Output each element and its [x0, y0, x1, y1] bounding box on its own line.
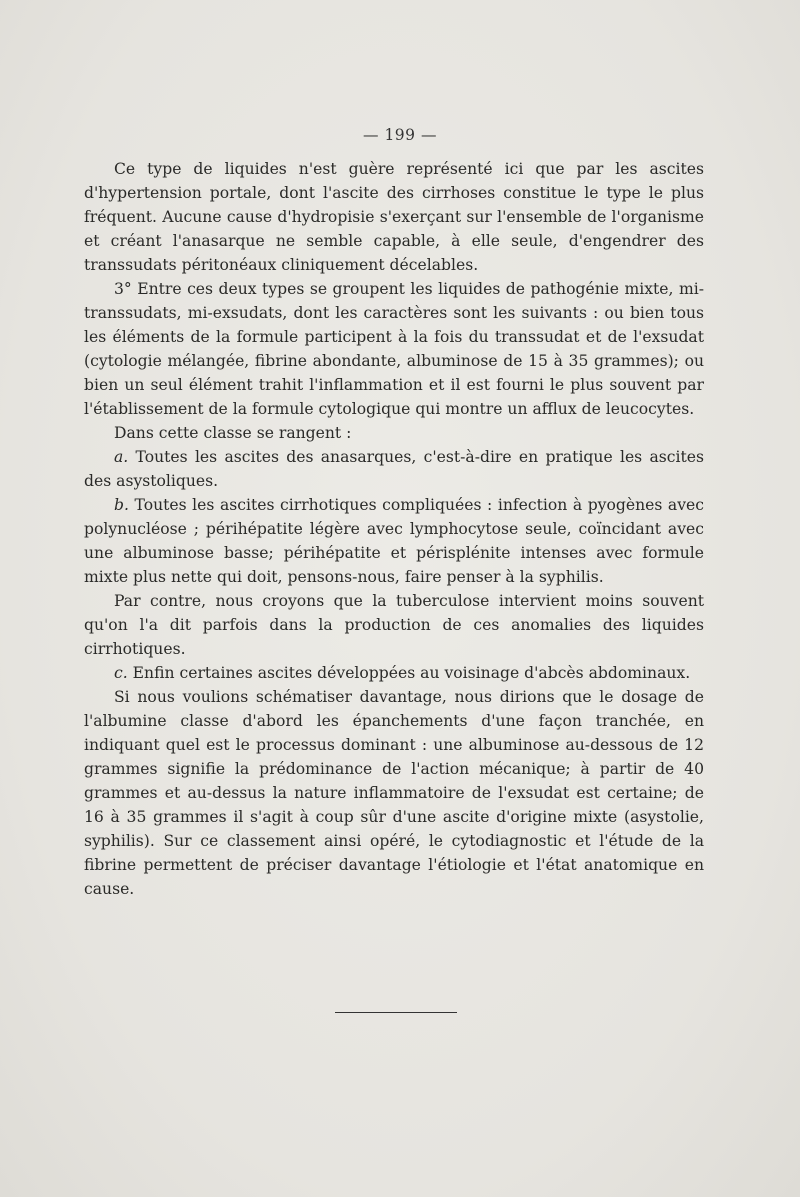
paragraph: [84, 421, 704, 445]
paragraph: [84, 685, 704, 901]
page-number: — 199 —: [363, 126, 437, 144]
paragraph-text: Dans cette classe se rangent :: [114, 424, 352, 442]
paragraph: [84, 277, 704, 421]
paragraph: [84, 589, 704, 661]
paragraph-text: Toutes les ascites des anasarques, c'est-à-dire en pratique les ascites des asystoliques.: [84, 448, 704, 490]
list-item-c: [84, 661, 704, 685]
list-item-b: [84, 493, 704, 589]
list-label: a.: [114, 448, 129, 466]
body-text: [84, 157, 704, 901]
paragraph-text: 3° Entre ces deux types se groupent les liquides de pathogénie mixte, mi-transsudats, mi-exsudats, dont les caractères sont les suivants : ou bien tous les éléments de la formule participent à la fois du transsudat et de l'exsudat (cytologie mélangée, fibrine abondante, albuminose de 15 à 35 grammes); ou bien un seul élément trahit l'inflammation et il est fourni le plus souvent par l'établissement de la formule cytologique qui montre un afflux de leucocytes.: [84, 280, 704, 418]
paragraph-text: Par contre, nous croyons que la tuberculose intervient moins souvent qu'on l'a dit parfois dans la production de ces anomalies des liquides cirrhotiques.: [84, 592, 704, 658]
paragraph-text: Ce type de liquides n'est guère représenté ici que par les ascites d'hypertension portale, dont l'ascite des cirrhoses constitue le type le plus fréquent. Aucune cause d'hydropisie s'exerçant sur l'ensemble de l'organisme et créant l'anasarque ne semble capable, à elle seule, d'engendrer des transsudats péritonéaux cliniquement décelables.: [84, 160, 704, 274]
paragraph-text: Enfin certaines ascites développées au voisinage d'abcès abdominaux.: [132, 664, 691, 682]
paragraph-text: Si nous voulions schématiser davantage, nous dirions que le dosage de l'albumine classe d'abord les épanchements d'une façon tranchée, en indiquant quel est le processus dominant : une albuminose au-dessous de 12 grammes signifie la prédominance de l'action mécanique; à partir de 40 grammes et au-dessus la nature inflammatoire de l'exsudat est certaine; de 16 à 35 grammes il s'agit à coup sûr d'une ascite d'origine mixte (asystolie, syphilis). Sur ce classement ainsi opéré, le cytodiagnostic et l'étude de la fibrine permettent de préciser davantage l'étiologie et l'état anatomique en cause.: [84, 688, 704, 898]
section-divider: [335, 1012, 457, 1013]
paragraph-text: Toutes les ascites cirrhotiques compliquées : infection à pyogènes avec polynucléose ; périhépatite légère avec lymphocytose seule, coïncidant avec une albuminose basse; périhépatite et périsplénite intenses avec formule mixte plus nette qui doit, pensons-nous, faire penser à la syphilis.: [84, 496, 704, 586]
list-label: c.: [114, 664, 128, 682]
list-label: b.: [114, 496, 129, 514]
list-item-a: [84, 445, 704, 493]
paragraph: [84, 157, 704, 277]
